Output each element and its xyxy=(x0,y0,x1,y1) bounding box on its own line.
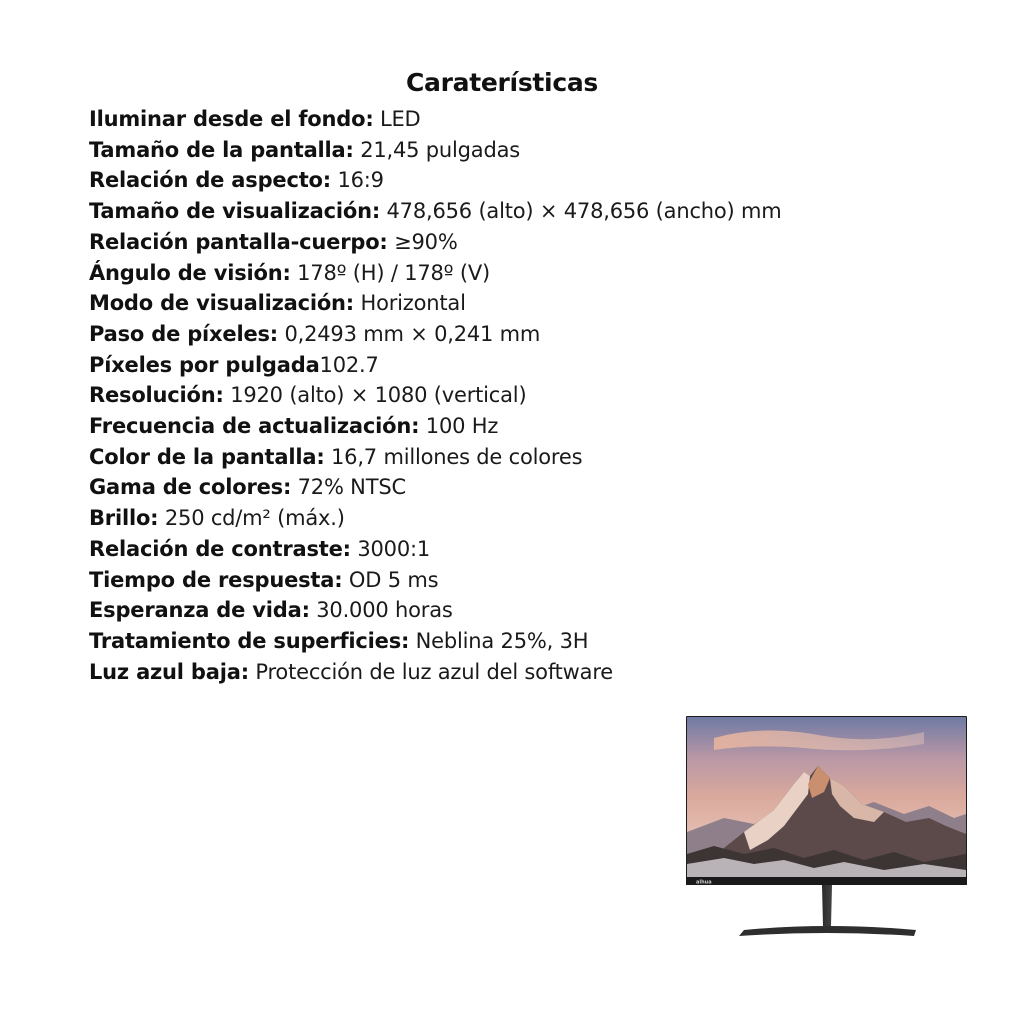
spec-label: Iluminar desde el fondo: xyxy=(89,107,374,131)
spec-value: Protección de luz azul del software xyxy=(248,659,614,684)
spec-item xyxy=(89,411,782,442)
spec-value: Neblina 25%, 3H xyxy=(409,628,589,653)
spec-label: Paso de píxeles: xyxy=(89,321,278,346)
spec-value: 1920 (alto) × 1080 (vertical) xyxy=(223,383,527,408)
spec-item xyxy=(89,104,782,135)
spec-label: Tratamiento de superficies: xyxy=(89,628,410,653)
spec-label: Píxeles por pulgada xyxy=(89,352,320,377)
spec-item xyxy=(89,196,782,227)
spec-label: Tamaño de la pantalla: xyxy=(89,137,354,162)
spec-item xyxy=(89,165,782,196)
spec-label: Relación de aspecto: xyxy=(89,168,331,193)
brand-logo: alhua xyxy=(696,879,712,886)
spec-value: 16,7 millones de colores xyxy=(324,444,583,469)
spec-value: 30.000 horas xyxy=(309,598,453,623)
spec-value: 0,2493 mm × 0,241 mm xyxy=(277,321,541,346)
spec-item xyxy=(89,503,782,534)
spec-item xyxy=(89,288,782,319)
spec-label: Luz azul baja: xyxy=(89,659,249,684)
spec-label: Modo de visualización: xyxy=(89,291,355,316)
spec-value: 100 Hz xyxy=(419,414,499,439)
spec-label: Relación pantalla-cuerpo: xyxy=(89,229,388,254)
spec-item xyxy=(89,626,782,657)
spec-value: Horizontal xyxy=(354,291,466,316)
spec-value: 21,45 pulgadas xyxy=(353,137,521,162)
spec-value: 102.7 xyxy=(319,352,379,377)
spec-item xyxy=(89,350,782,381)
spec-label: Resolución: xyxy=(89,383,224,408)
spec-label: Brillo: xyxy=(89,506,159,531)
spec-label: Esperanza de vida: xyxy=(89,598,310,623)
spec-label: Frecuencia de actualización: xyxy=(89,414,420,439)
spec-item xyxy=(89,135,782,166)
spec-label: Gama de colores: xyxy=(89,475,292,500)
monitor-image xyxy=(684,714,970,944)
spec-label: Relación de contraste: xyxy=(89,536,351,561)
spec-item xyxy=(89,258,782,289)
spec-label: Tiempo de respuesta: xyxy=(89,567,343,592)
monitor-chin xyxy=(686,877,967,885)
spec-value: 72% NTSC xyxy=(291,475,406,500)
spec-value: ≥90% xyxy=(387,229,458,254)
spec-value: LED xyxy=(373,107,421,131)
spec-item xyxy=(89,657,782,688)
spec-item xyxy=(89,319,782,350)
spec-item xyxy=(89,595,782,626)
spec-value: 250 cd/m² (máx.) xyxy=(158,506,345,531)
spec-value: 3000:1 xyxy=(350,536,431,561)
spec-item xyxy=(89,227,782,258)
spec-item xyxy=(89,380,782,411)
spec-label: Tamaño de visualización: xyxy=(89,199,381,224)
spec-item xyxy=(89,565,782,596)
stand-base xyxy=(739,926,916,936)
spec-label: Color de la pantalla: xyxy=(89,444,325,469)
spec-value: 16:9 xyxy=(330,168,384,193)
spec-value: 178º (H) / 178º (V) xyxy=(290,260,491,285)
spec-list xyxy=(89,104,782,687)
stand-neck xyxy=(822,885,832,926)
spec-value: 478,656 (alto) × 478,656 (ancho) mm xyxy=(380,199,782,224)
spec-value: OD 5 ms xyxy=(342,567,439,592)
spec-item xyxy=(89,442,782,473)
page-title: Caraterísticas xyxy=(406,68,598,97)
spec-label: Ángulo de visión: xyxy=(89,260,291,285)
spec-item xyxy=(89,534,782,565)
spec-item xyxy=(89,472,782,503)
